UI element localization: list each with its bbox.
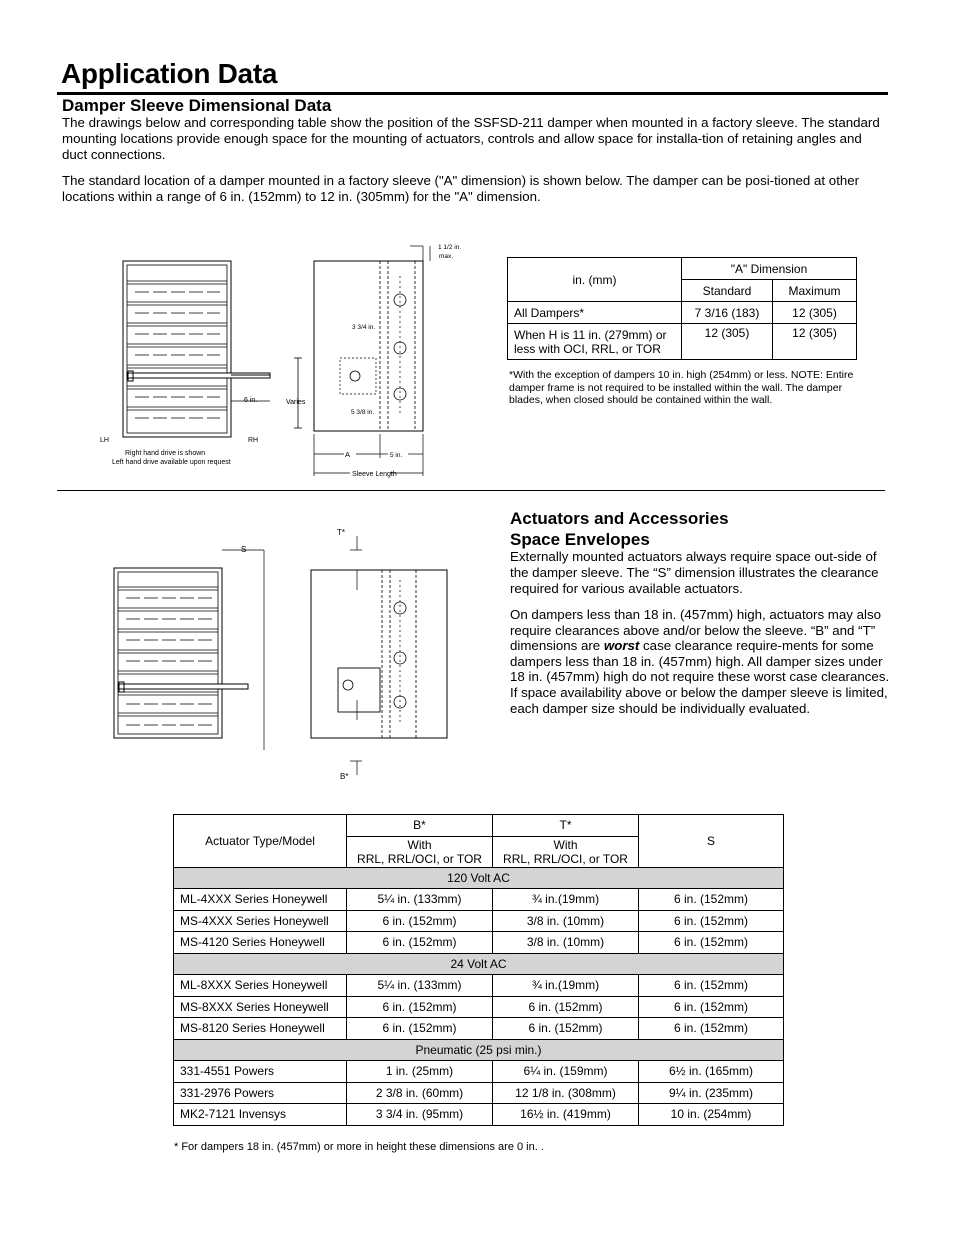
svg-text:6 in.: 6 in.: [244, 397, 258, 404]
actuator-space-diagram: [100, 520, 470, 790]
dimension-table-note: *With the exception of dampers 10 in. high (254mm) or less. NOTE: Entire damper frame is not required to be installed within the wall. The damper blades, when closed should be contained within the wall.: [509, 369, 854, 406]
sleeve-section-heading: Damper Sleeve Dimensional Data: [62, 96, 332, 115]
damper-front-view: [123, 261, 270, 437]
actuator-clearance-table: [173, 814, 784, 1126]
table-header: Standard: [682, 280, 773, 302]
sleeve-side-view: [294, 246, 430, 476]
table-row: All Dampers* 7 3/16 (183) 12 (305): [508, 302, 857, 324]
table-header: T*: [493, 815, 639, 837]
varies-label: Varies: [286, 399, 306, 406]
actuator-paragraph-2: On dampers less than 18 in. (457mm) high, actuators may also require clearances above and/or below the sleeve. “B” and “T” dimensions are worst case clearance require-ments for some dampers less than 18 in. (457mm) high. All damper sizes under 18 in. (457mm) high do not require these worst case clearances. If space availability above or below the damper sleeve is limited, each damper size should be individually evaluated.: [510, 607, 890, 716]
svg-text:3 3/4 in.: 3 3/4 in.: [352, 324, 376, 331]
diagram-caption-2: Left hand drive available upon request: [112, 459, 231, 466]
table-row: MK2-7121 Invensys 3 3/4 in. (95mm) 16½ in. (419mm) 10 in. (254mm): [174, 1104, 784, 1126]
table-row: 331-4551 Powers 1 in. (25mm) 6¼ in. (159mm) 6½ in. (165mm): [174, 1061, 784, 1083]
a-dimension-label: A: [345, 450, 351, 459]
title-divider: [57, 92, 888, 95]
diagram-caption-1: Right hand drive is shown: [125, 450, 206, 457]
lh-label: LH: [100, 437, 109, 444]
table-row: MS-4120 Series Honeywell 6 in. (152mm) 3/8 in. (10mm) 6 in. (152mm): [174, 932, 784, 954]
page-title: Application Data: [61, 58, 278, 89]
table-header: "A" Dimension: [682, 258, 857, 280]
table-row: When H is 11 in. (279mm) or less with OCI, RRL, or TOR 12 (305) 12 (305): [508, 324, 857, 360]
sleeve-paragraph-2: The standard location of a damper mounted in a factory sleeve ("A" dimension) is shown below. The damper can be posi-tioned at other locations within a range of 6 in. (152mm) to 12 in. (305mm) for the "A" dimension.: [62, 173, 860, 204]
svg-text:5 in.: 5 in.: [390, 452, 403, 459]
table-row: MS-4XXX Series Honeywell 6 in. (152mm) 3/8 in. (10mm) 6 in. (152mm): [174, 910, 784, 932]
table-header: S: [639, 815, 784, 868]
actuator-paragraph-1: Externally mounted actuators always require space out-side of the damper sleeve. The “S” dimension illustrates the clearance required for various available actuators.: [510, 549, 879, 596]
rh-label: RH: [248, 437, 259, 444]
svg-text:max.: max.: [439, 253, 454, 260]
table-row: ML-8XXX Series Honeywell 5¼ in. (133mm) ¾ in.(19mm) 6 in. (152mm): [174, 975, 784, 997]
s-dimension-label: S: [241, 545, 247, 554]
table-footnote: * For dampers 18 in. (457mm) or more in height these dimensions are 0 in. .: [174, 1141, 544, 1153]
table-row: MS-8120 Series Honeywell 6 in. (152mm) 6 in. (152mm) 6 in. (152mm): [174, 1018, 784, 1040]
a-dimension-table: [507, 257, 857, 360]
t-dimension-label: T*: [337, 528, 345, 537]
table-header: in. (mm): [508, 258, 682, 302]
sleeve-paragraph-1: The drawings below and corresponding table show the position of the SSFSD-211 damper when mounted in a factory sleeve. The standard mounting locations provide enough space for the mounting of actuators, controls and allow space for installa-tion of retaining angles and duct connections.: [62, 115, 880, 162]
table-row: MS-8XXX Series Honeywell 6 in. (152mm) 6 in. (152mm) 6 in. (152mm): [174, 996, 784, 1018]
actuator-section-heading: Actuators and Accessories Space Envelopes: [510, 509, 729, 549]
max-label: 1 1/2 in.: [438, 244, 462, 251]
group-header: 24 Volt AC: [174, 953, 784, 975]
sleeve-dimension-diagram: [90, 236, 480, 486]
group-header: 120 Volt AC: [174, 867, 784, 889]
sleeve-length-label: Sleeve Length: [352, 471, 397, 478]
section-divider: [57, 490, 885, 491]
table-header: Maximum: [773, 280, 857, 302]
actuator-side-view: [311, 536, 447, 775]
table-header: Actuator Type/Model: [174, 815, 347, 868]
b-dimension-label: B*: [340, 772, 349, 781]
table-header: B*: [347, 815, 493, 837]
actuator-front-view: [114, 550, 264, 750]
group-header: Pneumatic (25 psi min.): [174, 1039, 784, 1061]
table-row: 331-2976 Powers 2 3/8 in. (60mm) 12 1/8 in. (308mm) 9¼ in. (235mm): [174, 1082, 784, 1104]
table-row: ML-4XXX Series Honeywell 5¼ in. (133mm) ¾ in.(19mm) 6 in. (152mm): [174, 889, 784, 911]
table-header: With RRL, RRL/OCI, or TOR: [493, 836, 639, 867]
svg-text:5 3/8 in.: 5 3/8 in.: [351, 409, 375, 416]
table-header: With RRL, RRL/OCI, or TOR: [347, 836, 493, 867]
